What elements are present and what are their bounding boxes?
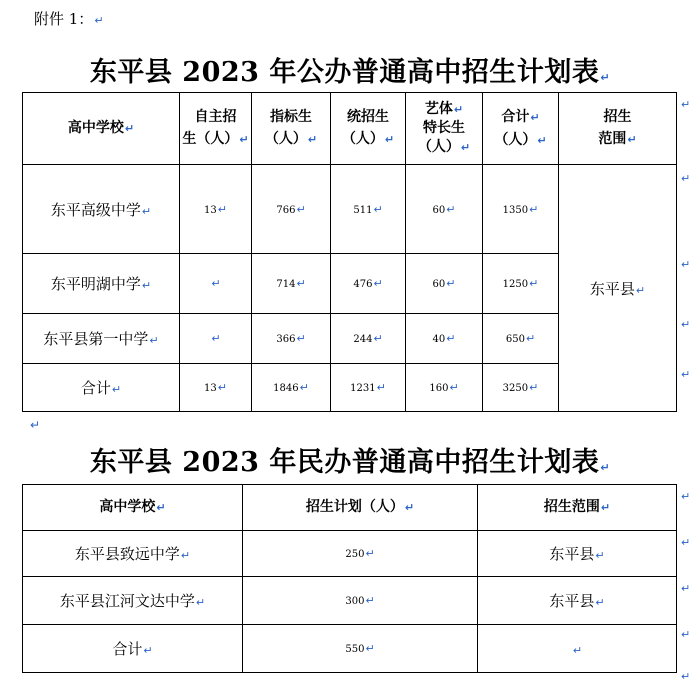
cell-scope: 东平县↵ xyxy=(559,165,677,412)
header-scope: 招生 范围↵ xyxy=(559,93,677,165)
paragraph-mark-icon: ↵ xyxy=(156,501,166,514)
row-end-mark-icon: ↵ xyxy=(681,490,691,503)
paragraph-mark-icon: ↵ xyxy=(446,277,456,290)
paragraph-mark-icon: ↵ xyxy=(453,103,464,116)
paragraph-mark-icon: ↵ xyxy=(141,204,152,218)
private-enrollment-table xyxy=(22,484,677,673)
cell-school: 东平明湖中学↵ xyxy=(23,254,180,314)
public-enrollment-table xyxy=(22,92,677,412)
paragraph-mark-icon: ↵ xyxy=(239,133,249,146)
cell-art: 40↵ xyxy=(406,314,483,364)
paragraph-mark-icon: ↵ xyxy=(365,594,375,607)
paragraph-mark-icon: ↵ xyxy=(600,501,611,514)
cell-independent: 13↵ xyxy=(180,165,252,254)
cell-independent xyxy=(180,254,252,314)
paragraph-mark-icon: ↵ xyxy=(296,202,306,216)
paragraph-mark-icon: ↵ xyxy=(595,596,605,609)
paragraph-mark-icon: ↵ xyxy=(627,133,637,146)
paragraph-mark-icon: ↵ xyxy=(449,381,459,394)
cell-unified: 476↵ xyxy=(331,254,406,314)
paragraph-mark-icon: ↵ xyxy=(307,133,318,146)
paragraph-mark-icon: ↵ xyxy=(365,642,375,655)
paragraph-mark-icon: ↵ xyxy=(376,381,386,394)
paragraph-mark-icon: ↵ xyxy=(404,501,415,514)
cell-total: 3250↵ xyxy=(483,364,559,412)
cell-unified: 1231↵ xyxy=(331,364,406,412)
cell-school: 东平县致远中学↵ xyxy=(23,531,243,577)
cell-school: 东平高级中学↵ xyxy=(23,165,180,254)
paragraph-mark-icon: ↵ xyxy=(537,133,547,147)
table-header-row xyxy=(23,485,677,531)
cell-school: 东平县第一中学↵ xyxy=(23,314,180,364)
paragraph-mark-icon: ↵ xyxy=(149,334,159,347)
paragraph-mark-icon: ↵ xyxy=(529,381,539,394)
row-end-mark-icon: ↵ xyxy=(681,582,691,595)
table-row xyxy=(23,165,677,254)
cell-quota: 714↵ xyxy=(252,254,331,314)
cell-school: 合计↵ xyxy=(23,364,180,412)
paragraph-mark-icon: ↵ xyxy=(373,332,383,345)
cell-plan: 550↵ xyxy=(243,625,478,673)
paragraph-mark-icon: ↵ xyxy=(94,14,104,27)
cell-independent: 13↵ xyxy=(180,364,252,412)
row-end-mark-icon: ↵ xyxy=(681,98,691,111)
paragraph-mark-icon: ↵ xyxy=(446,202,456,216)
row-end-mark-icon: ↵ xyxy=(681,368,691,381)
paragraph-mark-icon: ↵ xyxy=(365,547,375,560)
paragraph-mark-icon: ↵ xyxy=(635,283,646,297)
cell-school: 合计↵ xyxy=(23,625,243,673)
cell-scope: 东平县↵ xyxy=(478,531,677,577)
paragraph-mark-icon: ↵ xyxy=(529,202,539,216)
cell-scope xyxy=(478,625,677,673)
cell-independent xyxy=(180,314,252,364)
paragraph-mark-icon: ↵ xyxy=(572,643,583,657)
row-end-mark-icon: ↵ xyxy=(681,536,691,549)
header-plan: 招生计划（人）↵ xyxy=(243,485,478,531)
attachment-label: 附件 1：↵ xyxy=(34,10,104,28)
paragraph-mark-icon: ↵ xyxy=(296,332,306,345)
row-end-mark-icon: ↵ xyxy=(681,172,691,185)
cell-unified: 244↵ xyxy=(331,314,406,364)
paragraph-mark-icon: ↵ xyxy=(217,202,227,216)
cell-plan: 300↵ xyxy=(243,577,478,625)
header-scope: 招生范围↵ xyxy=(478,485,677,531)
row-end-mark-icon: ↵ xyxy=(681,318,691,331)
paragraph-mark-icon: ↵ xyxy=(195,596,206,609)
table-row xyxy=(23,577,677,625)
cell-total: 1250↵ xyxy=(483,254,559,314)
row-end-mark-icon: ↵ xyxy=(681,628,691,641)
cell-quota: 366↵ xyxy=(252,314,331,364)
table-row xyxy=(23,531,677,577)
paragraph-mark-icon: ↵ xyxy=(373,277,383,290)
paragraph-mark-icon: ↵ xyxy=(529,277,539,290)
paragraph-mark-icon: ↵ xyxy=(460,141,471,154)
paragraph-mark-icon: ↵ xyxy=(600,71,611,84)
table-row xyxy=(23,625,677,673)
paragraph-mark-icon: ↵ xyxy=(30,418,41,432)
header-independent: 自主招 生（人）↵ xyxy=(180,93,252,165)
paragraph-mark-icon: ↵ xyxy=(211,277,221,290)
cell-total: 1350↵ xyxy=(483,165,559,254)
paragraph-mark-icon: ↵ xyxy=(143,644,153,657)
paragraph-mark-icon: ↵ xyxy=(124,122,135,135)
cell-unified: 511↵ xyxy=(331,165,406,254)
paragraph-mark-icon: ↵ xyxy=(111,383,122,396)
paragraph-mark-icon: ↵ xyxy=(530,110,540,124)
row-end-mark-icon: ↵ xyxy=(681,258,691,271)
cell-art: 60↵ xyxy=(406,165,483,254)
header-unified: 统招生 （人）↵ xyxy=(331,93,406,165)
private-table-title: 东平县 2023 年民办普通高中招生计划表↵ xyxy=(89,447,611,478)
header-school: 高中学校↵ xyxy=(23,485,243,531)
paragraph-mark-icon: ↵ xyxy=(595,549,605,562)
cell-school: 东平县江河文达中学↵ xyxy=(23,577,243,625)
paragraph-mark-icon: ↵ xyxy=(446,332,456,345)
paragraph-mark-icon: ↵ xyxy=(180,549,191,562)
cell-quota: 766↵ xyxy=(252,165,331,254)
paragraph-mark-icon: ↵ xyxy=(141,279,152,292)
cell-quota: 1846↵ xyxy=(252,364,331,412)
cell-scope: 东平县↵ xyxy=(478,577,677,625)
paragraph-mark-icon: ↵ xyxy=(299,381,309,394)
paragraph-mark-icon: ↵ xyxy=(600,461,611,474)
paragraph-mark-icon: ↵ xyxy=(217,381,227,394)
table-header-row xyxy=(23,93,677,165)
cell-plan: 250↵ xyxy=(243,531,478,577)
cell-art: 60↵ xyxy=(406,254,483,314)
row-end-mark-icon: ↵ xyxy=(681,670,691,683)
header-total: 合计↵ （人）↵ xyxy=(483,93,559,165)
paragraph-mark-icon: ↵ xyxy=(373,202,383,216)
paragraph-mark-icon: ↵ xyxy=(525,332,536,345)
public-table-title: 东平县 2023 年公办普通高中招生计划表↵ xyxy=(89,57,611,88)
paragraph-mark-icon: ↵ xyxy=(211,332,221,345)
paragraph-mark-icon: ↵ xyxy=(296,277,306,290)
header-quota: 指标生 （人）↵ xyxy=(252,93,331,165)
header-school: 高中学校↵ xyxy=(23,93,180,165)
header-art: 艺体↵ 特长生 （人）↵ xyxy=(406,93,483,165)
paragraph-mark-icon: ↵ xyxy=(384,133,395,146)
cell-total: 650↵ xyxy=(483,314,559,364)
cell-art: 160↵ xyxy=(406,364,483,412)
